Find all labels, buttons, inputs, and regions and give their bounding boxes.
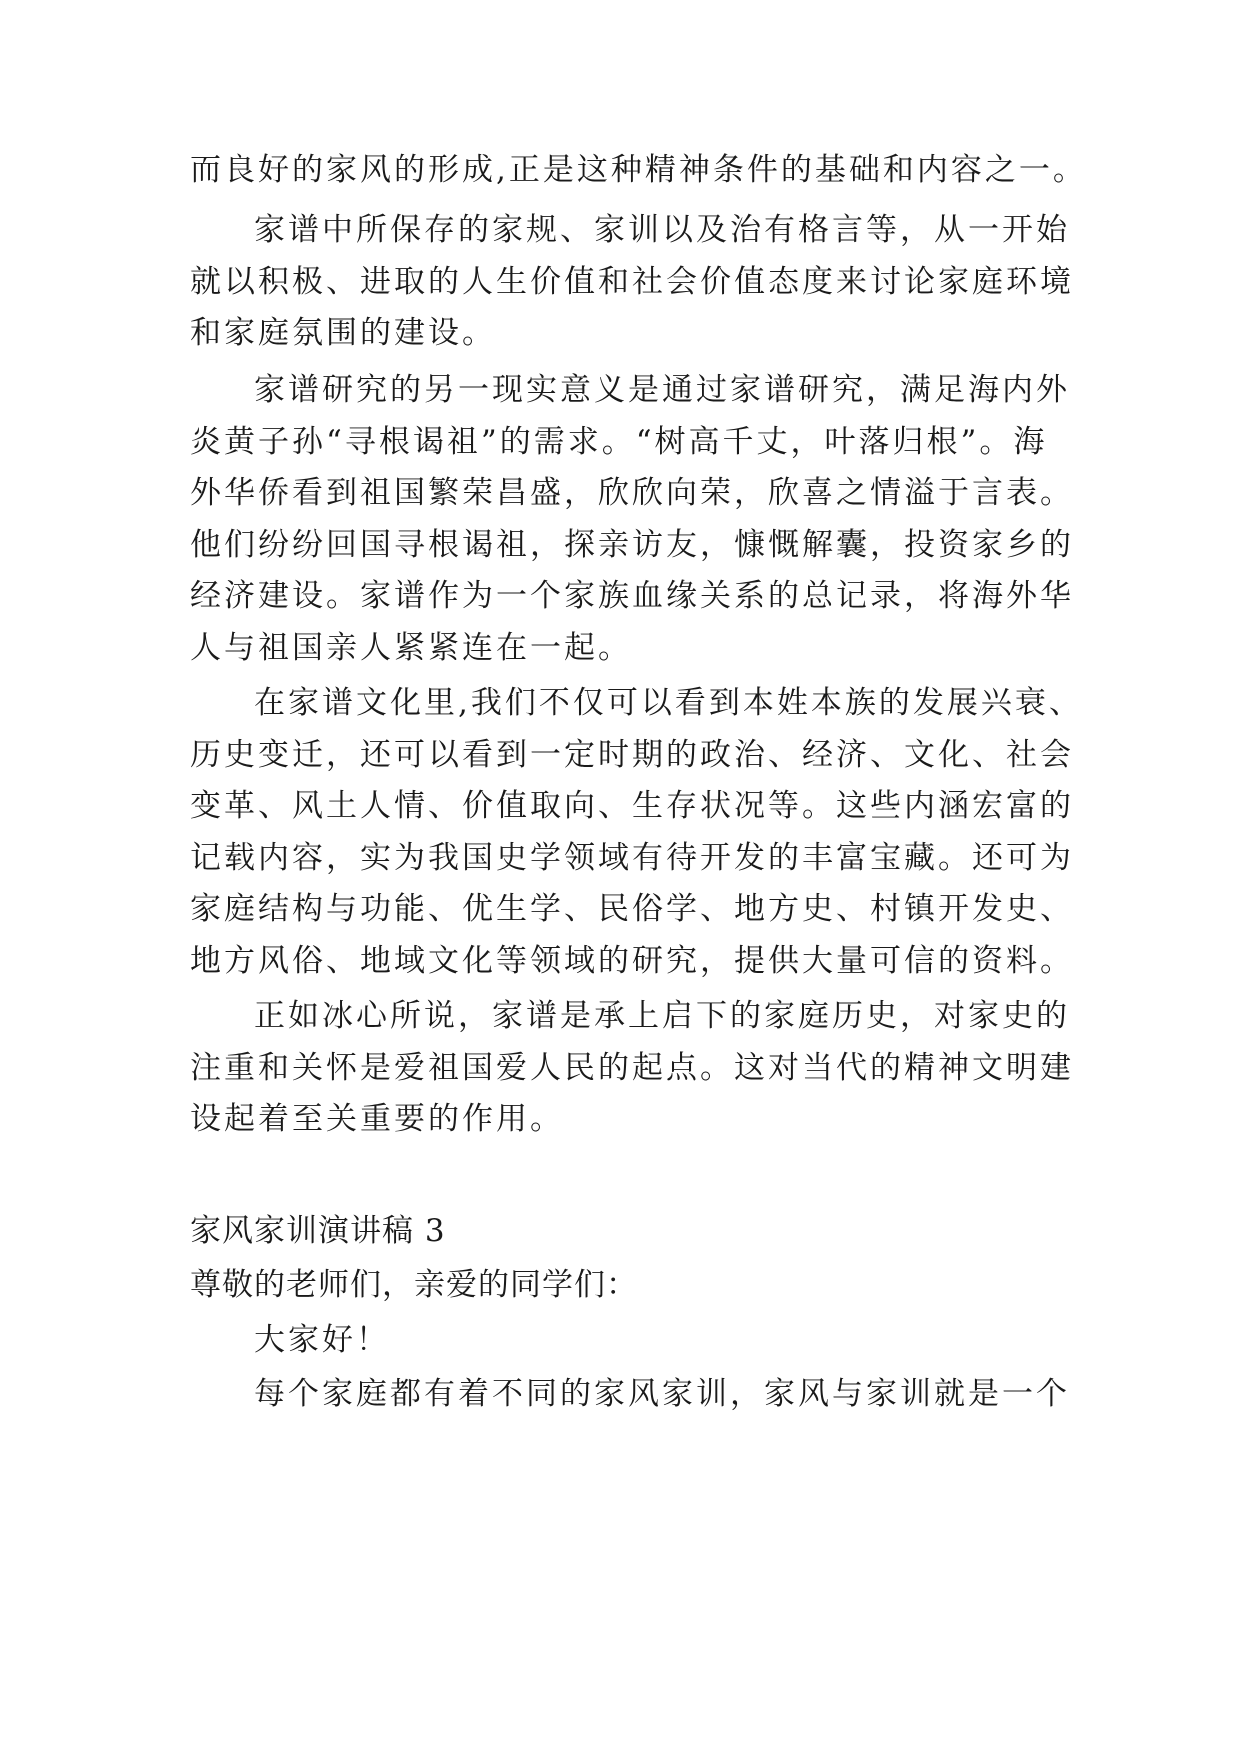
paragraph-line: 而良好的家风的形成,正是这种精神条件的基础和内容之一。	[190, 152, 1087, 188]
paragraph-line: 记载内容，实为我国史学领域有待开发的丰富宝藏。还可为	[190, 840, 1074, 876]
paragraph-line: 历史变迁，还可以看到一定时期的政治、经济、文化、社会	[190, 737, 1074, 773]
paragraph-line: 每个家庭都有着不同的家风家训，家风与家训就是一个	[254, 1376, 1070, 1412]
paragraph-line: 他们纷纷回国寻根谒祖，探亲访友，慷慨解囊，投资家乡的	[190, 527, 1074, 563]
paragraph-line: 地方风俗、地域文化等领域的研究，提供大量可信的资料。	[190, 943, 1074, 979]
paragraph-line: 在家谱文化里,我们不仅可以看到本姓本族的发展兴衰、	[254, 685, 1083, 721]
paragraph-line: 外华侨看到祖国繁荣昌盛，欣欣向荣，欣喜之情溢于言表。	[190, 475, 1074, 511]
paragraph-line: 设起着至关重要的作用。	[190, 1101, 564, 1137]
section-heading: 家风家训演讲稿 3	[190, 1213, 446, 1249]
paragraph-line: 就以积极、进取的人生价值和社会价值态度来讨论家庭环境	[190, 264, 1074, 300]
paragraph-line: 和家庭氛围的建设。	[190, 315, 496, 351]
paragraph-line: 家谱研究的另一现实意义是通过家谱研究，满足海内外	[254, 372, 1070, 408]
paragraph-line: 家谱中所保存的家规、家训以及治有格言等，从一开始	[254, 212, 1070, 248]
paragraph-line: 家庭结构与功能、优生学、民俗学、地方史、村镇开发史、	[190, 891, 1074, 927]
salutation: 尊敬的老师们，亲爱的同学们：	[190, 1267, 638, 1303]
paragraph-line: 人与祖国亲人紧紧连在一起。	[190, 630, 632, 666]
paragraph-line: 变革、风土人情、价值取向、生存状况等。这些内涵宏富的	[190, 788, 1074, 824]
paragraph-line: 注重和关怀是爱祖国爱人民的起点。这对当代的精神文明建	[190, 1050, 1074, 1086]
paragraph-line: 炎黄子孙“寻根谒祖”的需求。“树高千丈，叶落归根”。海	[190, 424, 1048, 460]
paragraph-line: 正如冰心所说，家谱是承上启下的家庭历史，对家史的	[254, 998, 1070, 1034]
greeting: 大家好！	[254, 1322, 390, 1358]
paragraph-line: 经济建设。家谱作为一个家族血缘关系的总记录，将海外华	[190, 578, 1074, 614]
